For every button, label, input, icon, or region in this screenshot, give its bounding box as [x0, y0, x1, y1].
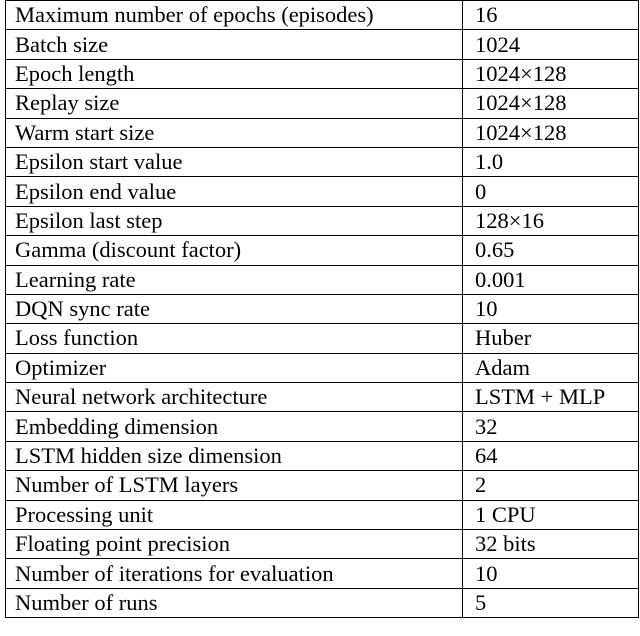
table-row: [6, 588, 639, 617]
table-row: [6, 559, 639, 588]
table-row: [6, 30, 639, 59]
parameter-value-cell: 10: [463, 559, 639, 588]
parameter-name-cell: Embedding dimension: [6, 412, 463, 441]
table-row: [6, 236, 639, 265]
parameter-value-cell: 0.65: [463, 236, 639, 265]
parameter-name-cell: Maximum number of epochs (episodes): [6, 1, 463, 30]
table-row: [6, 530, 639, 559]
parameter-value-cell: 32 bits: [463, 530, 639, 559]
parameter-value-cell: 0: [463, 177, 639, 206]
parameter-value-cell: Adam: [463, 353, 639, 382]
parameter-name-cell: Epoch length: [6, 59, 463, 88]
parameter-name-cell: Epsilon last step: [6, 206, 463, 235]
table-row: [6, 294, 639, 323]
parameter-value-cell: 10: [463, 294, 639, 323]
table-row: [6, 265, 639, 294]
table-row: [6, 147, 639, 176]
table-row: [6, 118, 639, 147]
table-row: [6, 177, 639, 206]
table-row: [6, 353, 639, 382]
parameter-name-cell: Number of iterations for evaluation: [6, 559, 463, 588]
parameter-name-cell: Processing unit: [6, 500, 463, 529]
parameter-value-cell: 1024: [463, 30, 639, 59]
parameter-name-cell: Learning rate: [6, 265, 463, 294]
parameter-value-cell: 5: [463, 588, 639, 617]
parameter-name-cell: Floating point precision: [6, 530, 463, 559]
parameter-name-cell: Number of runs: [6, 588, 463, 617]
parameter-value-cell: 64: [463, 441, 639, 470]
parameter-name-cell: Optimizer: [6, 353, 463, 382]
parameter-name-cell: Epsilon end value: [6, 177, 463, 206]
table-row: [6, 89, 639, 118]
parameter-value-cell: 1024×128: [463, 59, 639, 88]
parameter-name-cell: Epsilon start value: [6, 147, 463, 176]
parameter-value-cell: 0.001: [463, 265, 639, 294]
parameter-value-cell: 1024×128: [463, 89, 639, 118]
parameter-value-cell: Huber: [463, 324, 639, 353]
table-row: [6, 1, 639, 30]
parameter-value-cell: 2: [463, 471, 639, 500]
parameter-value-cell: 128×16: [463, 206, 639, 235]
table-row: [6, 471, 639, 500]
parameter-value-cell: 16: [463, 1, 639, 30]
parameter-name-cell: Loss function: [6, 324, 463, 353]
parameter-name-cell: LSTM hidden size dimension: [6, 441, 463, 470]
table-row: [6, 441, 639, 470]
hyperparameter-table-body: [6, 1, 639, 618]
table-row: [6, 500, 639, 529]
parameter-value-cell: 32: [463, 412, 639, 441]
table-row: [6, 59, 639, 88]
parameter-name-cell: Number of LSTM layers: [6, 471, 463, 500]
parameter-value-cell: 1024×128: [463, 118, 639, 147]
parameter-name-cell: Gamma (discount factor): [6, 236, 463, 265]
table-row: [6, 324, 639, 353]
parameter-value-cell: 1 CPU: [463, 500, 639, 529]
parameter-name-cell: Warm start size: [6, 118, 463, 147]
hyperparameter-table: [5, 0, 639, 618]
parameter-name-cell: Batch size: [6, 30, 463, 59]
parameter-value-cell: 1.0: [463, 147, 639, 176]
parameter-name-cell: Replay size: [6, 89, 463, 118]
table-row: [6, 412, 639, 441]
table-row: [6, 383, 639, 412]
table-row: [6, 206, 639, 235]
parameter-name-cell: DQN sync rate: [6, 294, 463, 323]
parameter-name-cell: Neural network architecture: [6, 383, 463, 412]
parameter-value-cell: LSTM + MLP: [463, 383, 639, 412]
